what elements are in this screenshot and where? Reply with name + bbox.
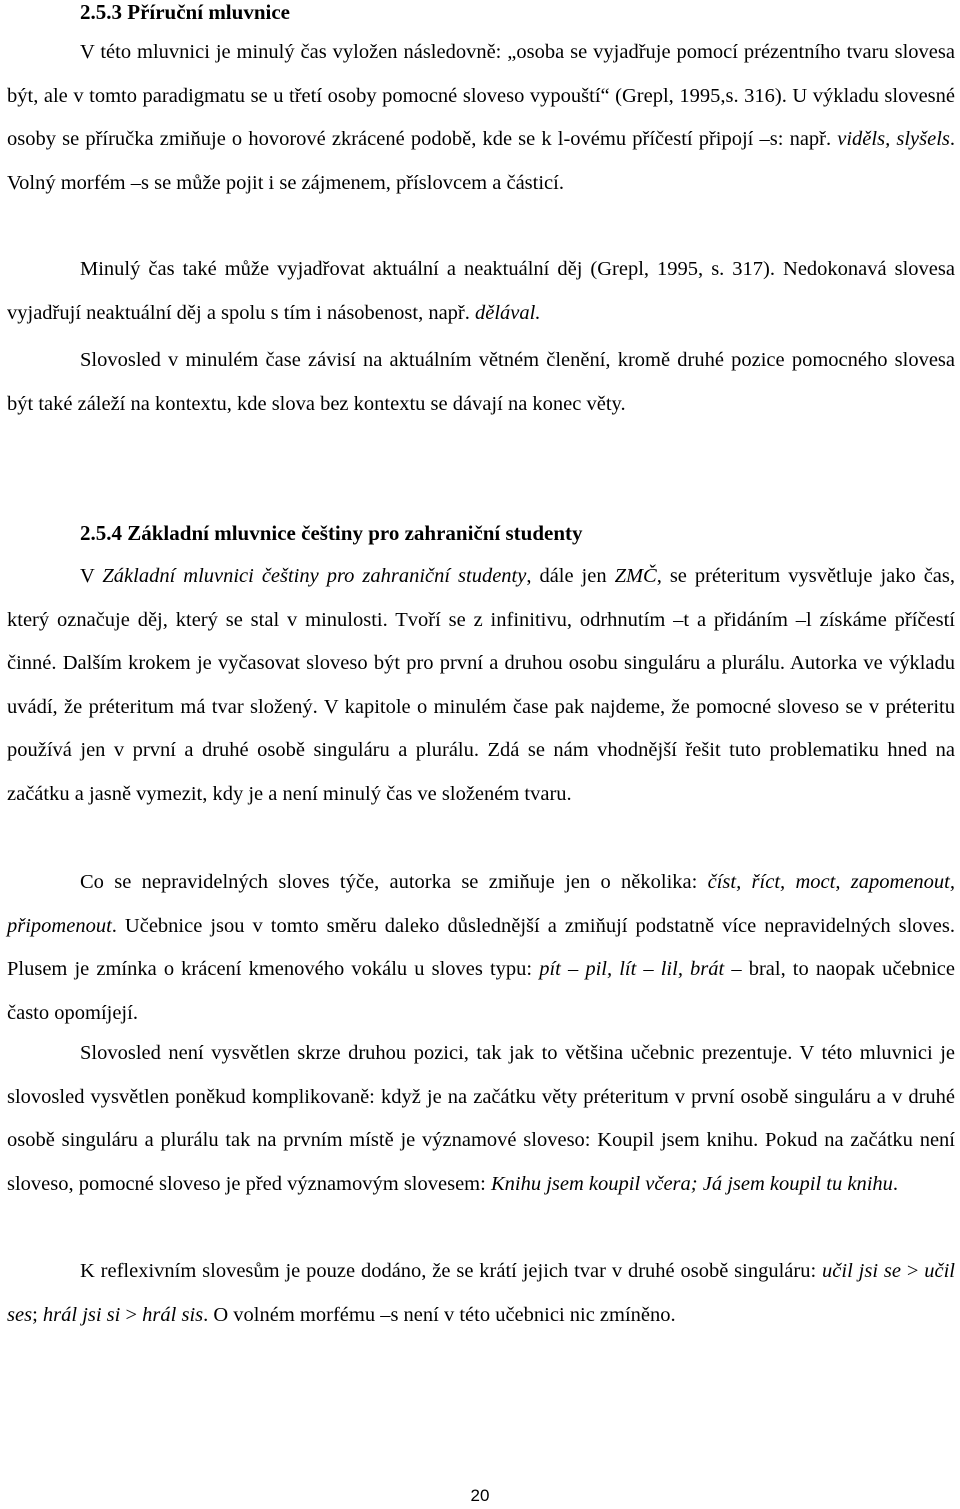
- paragraph-7-form-3: hrál jsi si: [42, 1303, 121, 1326]
- paragraph-6-text-c: .: [892, 1172, 899, 1195]
- paragraph-5-text-e: – bral, to naopak učebnice často opomíjejí.: [7, 958, 955, 1024]
- paragraph-7-text-i: . O volném morfému –s není v této učebnici nic zmíněno.: [203, 1303, 676, 1326]
- page-number: 20: [470, 1486, 490, 1505]
- paragraph-7-form-4: hrál sis: [142, 1303, 204, 1326]
- paragraph-5-text-c: . Učebnice jsou v tomto směru daleko důslednější a zmiňují podstatně více nepravidelných sloves. Plusem je zmínka o krácení kmenového vokálu u sloves typu:: [7, 914, 955, 980]
- paragraph-2-text-a: Minulý čas také může vyjadřovat aktuální a neaktuální děj (Grepl, 1995, s. 317). Nedokonavá slovesa vyjadřují neaktuální děj a spolu s tím i násobenost, např.: [7, 258, 955, 324]
- paragraph-5: [7, 861, 955, 1035]
- paragraph-4-abbreviation: ZMČ: [614, 565, 657, 587]
- paragraph-6-text-a: Slovosled není vysvětlen skrze druhou pozici, tak jak to většina učebnic prezentuje. V této mluvnici je slovosled vysvětlen poněkud komplikovaně: když je na začátku věty préteritum v první osobě singuláru a v druhé osobě singuláru a plurálu tak na prvním místě je významové sloveso: Koupil jsem knihu. Pokud na začátku není sloveso, pomocné sloveso je před významovým slovesem:: [7, 1042, 955, 1195]
- section-heading-2-5-4: 2.5.4 Základní mluvnice češtiny pro zahraniční studenty: [80, 521, 583, 545]
- paragraph-7-form-1: učil jsi se: [822, 1260, 901, 1282]
- paragraph-2-example-form: dělával.: [475, 301, 541, 324]
- paragraph-4-text-c: , dále jen: [526, 565, 615, 587]
- paragraph-5-text-a: Co se nepravidelných sloves týče, autorka se zmiňuje jen o několika:: [80, 871, 708, 893]
- paragraph-2: [7, 248, 955, 335]
- paragraph-7-text-e: ;: [32, 1303, 43, 1326]
- paragraph-1: [7, 31, 955, 205]
- paragraph-1-text-a: V této mluvnici je minulý čas vyložen následovně: „osoba se vyjadřuje pomocí prézentního tvaru slovesa být, ale v tomto paradigmatu se u třetí osoby pomocné sloveso vypouští“ (Grepl, 1995,s. 316). U výkladu slovesné osoby se příručka zmiňuje o hovorové zkrácené podobě, kde se k l-ovému příčestí připojí –s: např.: [7, 41, 955, 150]
- paragraph-4-book-title: Základní mluvnici češtiny pro zahraniční studenty: [102, 565, 527, 587]
- paragraph-5-verb-examples: pít – pil, lít – lil, brát: [539, 958, 725, 980]
- paragraph-4: [7, 555, 955, 816]
- section-heading-2-5-3: 2.5.3 Příruční mluvnice: [80, 0, 290, 24]
- paragraph-7-text-a: K reflexivním slovesům je pouze dodáno, že se krátí jejich tvar v druhé osobě singuláru:: [80, 1260, 823, 1282]
- paragraph-6-example-sentences: Knihu jsem koupil včera; Já jsem koupil tu knihu: [490, 1172, 893, 1195]
- paragraph-3: Slovosled v minulém čase závisí na aktuálním větném členění, kromě druhé pozice pomocného slovesa být také záleží na kontextu, kde slova bez kontextu se dávají na konec věty.: [7, 349, 955, 415]
- paragraph-1-text-c: . Volný morfém –s se může pojit i se zájmenem, příslovcem a částicí.: [7, 128, 955, 194]
- paragraph-6: [7, 1032, 955, 1206]
- paragraph-4-text-a: V: [80, 565, 103, 587]
- paragraph-7-text-g: >: [120, 1303, 143, 1326]
- paragraph-7: [7, 1250, 955, 1337]
- paragraph-7-text-c: >: [900, 1260, 925, 1282]
- paragraph-4-text-e: , se préteritum vysvětluje jako čas, který označuje děj, který se stal v minulosti. Tvoří se z infinitivu, odrhnutím –t a přidáním –l získáme příčestí činné. Dalším krokem je vyčasovat sloveso být pro první a druhou osobu singuláru a plurálu. Autorka ve výkladu uvádí, že préteritum má tvar složený. V kapitole o minulém čase pak najdeme, že pomocné sloveso se v préteritu používá jen v první a druhé osobě singuláru a plurálu. Zdá se nám vhodnější řešit tuto problematiku hned na začátku a jasně vymezit, kdy je a není minulý čas ve složeném tvaru.: [7, 565, 955, 805]
- paragraph-1-example-forms: viděls, slyšels: [837, 128, 950, 150]
- paragraph-5-irregular-verbs: číst, říct, moct, zapomenout, připomenout: [7, 871, 955, 937]
- paragraph-7-form-2: učil ses: [7, 1260, 956, 1326]
